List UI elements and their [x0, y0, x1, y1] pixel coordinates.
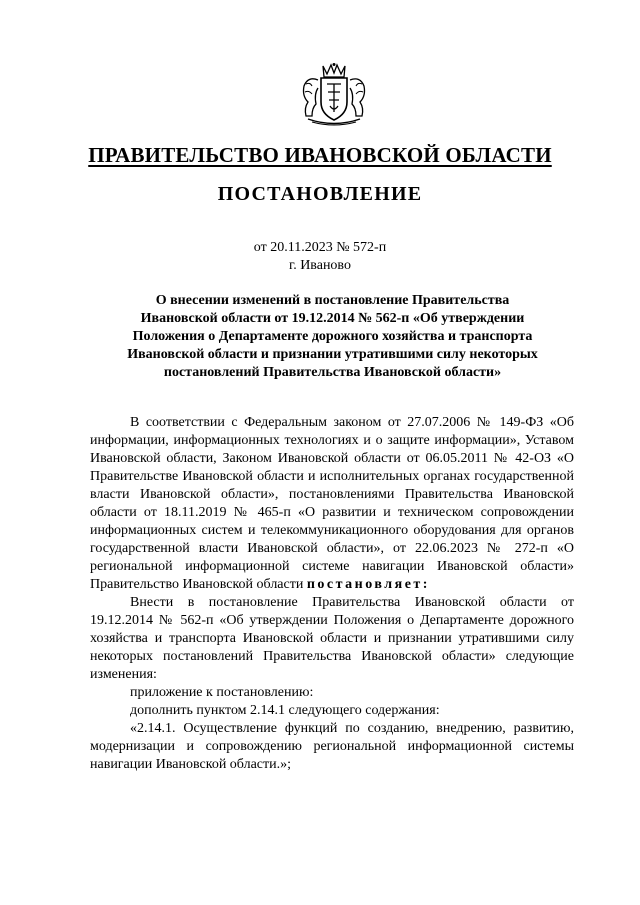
title-line: Ивановской области и признании утратившими силу некоторых [127, 347, 538, 362]
date-and-number: от 20.11.2023 № 572-п [253, 240, 387, 255]
appendix-paragraph: приложение к постановлению: [130, 685, 314, 700]
title-line: постановлений Правительства Ивановской области» [163, 365, 502, 380]
document-type: ПОСТАНОВЛЕНИЕ [217, 183, 423, 205]
city-name: г. Иваново [289, 258, 351, 273]
clause-text-paragraph: «2.14.1. Осуществление функций по созданию, внедрению, развитию, модернизации и сопровождению региональной информационной системы навигации Ивановской области.»; [90, 721, 574, 772]
ivanovo-coat-of-arms-icon [296, 62, 372, 126]
resolves-keyword: постановляет: [306, 577, 430, 592]
preamble-text: В соответствии с Федеральным законом от 27.07.2006 № 149-ФЗ «Об информации, информационных технологиях и о защите информации», Уставом Ивановской области, Законом Ивановской области от 06.05.2011 № 42-ОЗ «О Правительстве Ивановской области и исполнительных органах государственной власти Ивановской области», постановлениями Правительства Ивановской области от 18.11.2019 № 465-п «О развитии и техническом сопровождении информационных систем и телекоммуникационного оборудования для органов государственной власти Ивановской области», от 22.06.2023 № 272-п «О региональной информационной системе навигации Ивановской области» Правительство Ивановской области [90, 415, 574, 592]
preamble-paragraph [90, 414, 574, 594]
document-title [90, 292, 575, 382]
document-body [90, 414, 574, 774]
title-line: О внесении изменений в постановление Правительства [155, 293, 510, 308]
add-clause-paragraph: дополнить пунктом 2.14.1 следующего содержания: [130, 703, 440, 718]
amendment-paragraph: Внести в постановление Правительства Ивановской области от 19.12.2014 № 562-п «Об утверждении Положения о Департаменте дорожного хозяйства и транспорта Ивановской области и признании утратившими силу некоторых постановлений Правительства Ивановской области» следующие изменения: [90, 595, 574, 682]
title-line: Положения о Департаменте дорожного хозяйства и транспорта [132, 329, 533, 344]
title-line: Ивановской области от 19.12.2014 № 562-п «Об утверждении [140, 311, 525, 326]
government-name: ПРАВИТЕЛЬСТВО ИВАНОВСКОЙ ОБЛАСТИ [88, 143, 552, 167]
